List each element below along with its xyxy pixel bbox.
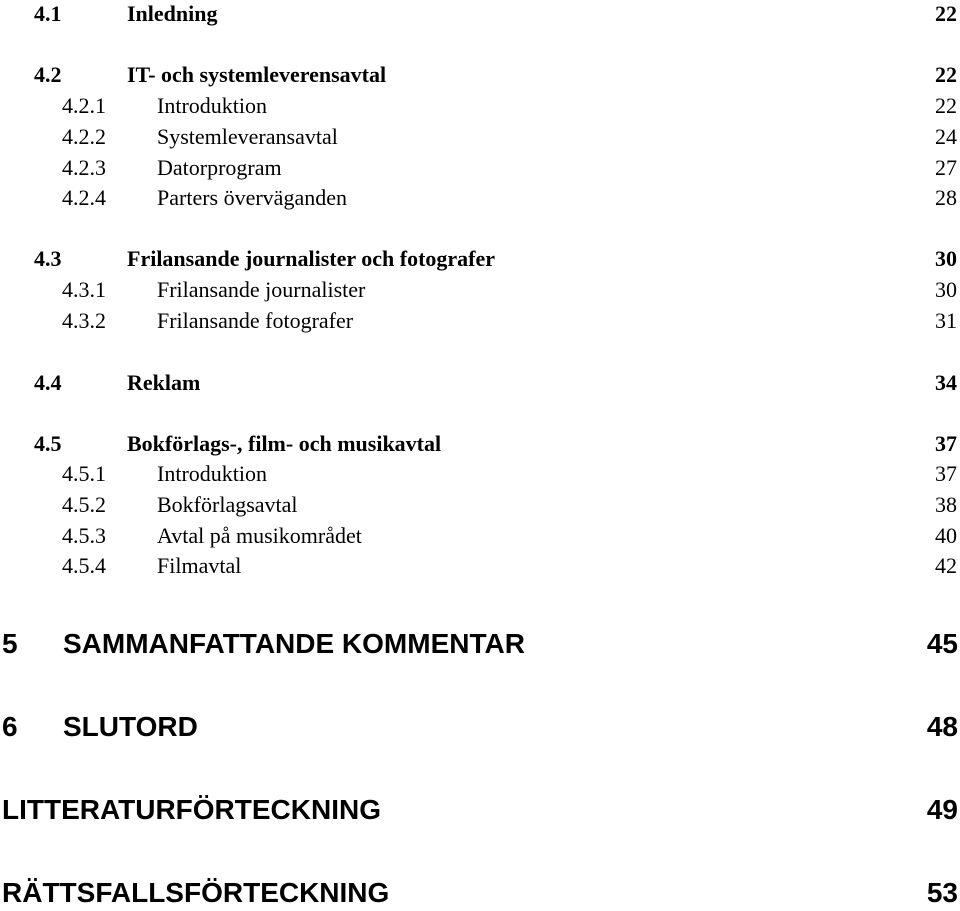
toc-entry-number: 5 [2, 628, 18, 659]
toc-entry-title: SLUTORD [63, 711, 198, 742]
toc-entry-number: 4.2.4 [62, 185, 106, 210]
toc-entry-number: 4.4 [34, 370, 62, 395]
toc-entry-title: Inledning [127, 1, 218, 26]
toc-entry-4-1 [0, 3, 960, 27]
toc-entry-page: 22 [935, 62, 957, 87]
toc-entry-title: Avtal på musikområdet [157, 523, 362, 548]
toc-entry-4-5-4 [0, 555, 960, 579]
toc-entry-number: 4.3 [34, 246, 62, 271]
toc-entry-page: 49 [926, 794, 958, 825]
toc-entry-4-2-3 [0, 157, 960, 181]
toc-entry-4-4 [0, 372, 960, 396]
toc-entry-4-2-1 [0, 95, 960, 119]
toc-entry-4-2-2 [0, 126, 960, 150]
toc-entry-page: 30 [935, 246, 957, 271]
toc-entry-title: Filmavtal [157, 553, 242, 578]
toc-entry-number: 4.3.2 [62, 308, 106, 333]
toc-entry-page: 22 [935, 1, 957, 26]
toc-entry-number: 4.5.1 [62, 461, 106, 486]
toc-entry-number: 4.2.3 [62, 155, 106, 180]
toc-entry-number: 4.2.1 [62, 93, 106, 118]
toc-entry-4-5 [0, 433, 960, 457]
toc-entry-number: 4.5 [34, 431, 62, 456]
toc-entry-rattsfallsforteckning [0, 879, 960, 911]
toc-entry-page: 24 [935, 124, 957, 149]
toc-entry-title: Parters överväganden [157, 185, 347, 210]
toc-entry-title: Systemleveransavtal [157, 124, 338, 149]
toc-entry-title: Introduktion [157, 93, 267, 118]
toc-entry-title: Frilansande journalister [157, 277, 366, 302]
toc-entry-4-3-1 [0, 279, 960, 303]
toc-entry-number: 4.5.2 [62, 492, 106, 517]
toc-entry-page: 48 [926, 711, 958, 742]
toc-entry-page: 45 [926, 628, 958, 659]
toc-entry-page: 22 [935, 93, 957, 118]
toc-entry-title: Reklam [127, 370, 201, 395]
toc-entry-page: 27 [935, 155, 957, 180]
toc-entry-title: Bokförlags-, film- och musikavtal [127, 431, 442, 456]
toc-entry-number: 4.5.4 [62, 553, 106, 578]
toc-entry-page: 38 [935, 492, 957, 517]
toc-entry-title: Frilansande fotografer [157, 308, 354, 333]
toc-entry-5 [0, 630, 960, 662]
toc-entry-page: 31 [935, 308, 957, 333]
toc-entry-4-5-3 [0, 525, 960, 549]
toc-entry-page: 40 [935, 523, 957, 548]
toc-entry-title: SAMMANFATTANDE KOMMENTAR [63, 628, 525, 659]
toc-entry-6 [0, 713, 960, 745]
toc-entry-title: Frilansande journalister och fotografer [127, 246, 496, 271]
toc-entry-4-3-2 [0, 310, 960, 334]
toc-entry-number: 4.1 [34, 1, 62, 26]
toc-entry-page: 53 [926, 877, 958, 908]
toc-entry-4-3 [0, 248, 960, 272]
toc-entry-title: IT- och systemleverensavtal [127, 62, 387, 87]
toc-entry-4-5-1 [0, 463, 960, 487]
toc-entry-4-2-4 [0, 187, 960, 211]
toc-entry-page: 37 [935, 431, 957, 456]
toc-entry-number: 4.3.1 [62, 277, 106, 302]
toc-entry-title: Introduktion [157, 461, 267, 486]
toc-entry-page: 28 [935, 185, 957, 210]
toc-entry-title: Bokförlagsavtal [157, 492, 298, 517]
toc-entry-title: RÄTTSFALLSFÖRTECKNING [2, 877, 390, 908]
toc-entry-number: 4.2 [34, 62, 62, 87]
toc-entry-page: 30 [935, 277, 957, 302]
toc-entry-litteraturforteckning [0, 796, 960, 828]
toc-entry-number: 4.5.3 [62, 523, 106, 548]
toc-entry-page: 42 [935, 553, 957, 578]
toc-entry-number: 6 [2, 711, 18, 742]
toc-entry-number: 4.2.2 [62, 124, 106, 149]
toc-entry-title: Datorprogram [157, 155, 282, 180]
toc-entry-page: 37 [935, 461, 957, 486]
toc-entry-4-5-2 [0, 494, 960, 518]
toc-entry-4-2 [0, 64, 960, 88]
toc-entry-page: 34 [935, 370, 957, 395]
toc-entry-title: LITTERATURFÖRTECKNING [2, 794, 381, 825]
